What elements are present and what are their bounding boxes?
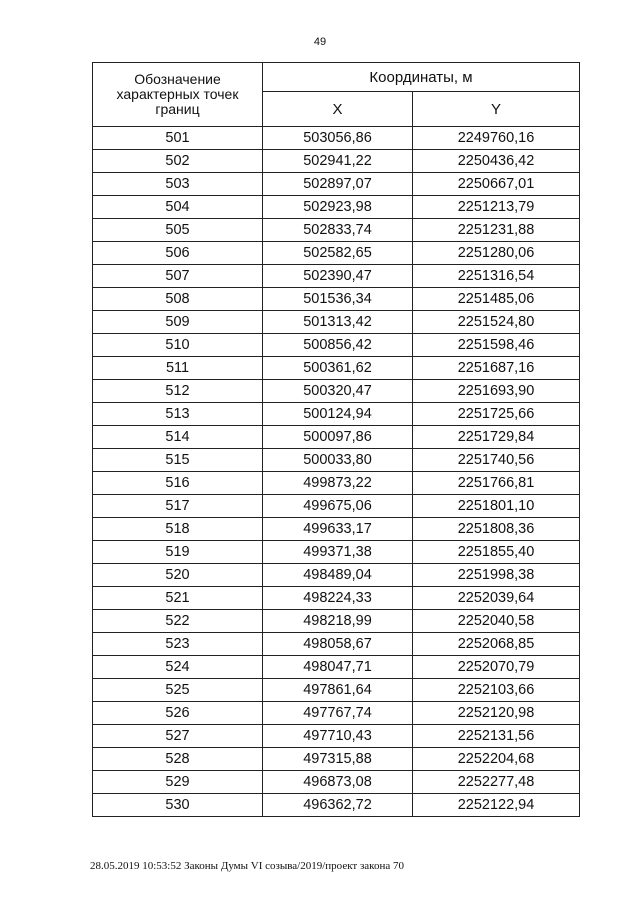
point-cell: 507 xyxy=(93,265,263,288)
x-coordinate-cell: 501313,42 xyxy=(263,311,413,334)
page-number: 49 xyxy=(313,36,327,48)
x-coordinate-cell: 497710,43 xyxy=(263,725,413,748)
x-coordinate-cell: 502833,74 xyxy=(263,219,413,242)
x-coordinate-cell: 500320,47 xyxy=(263,380,413,403)
table-row xyxy=(93,656,580,679)
x-coordinate-cell: 497861,64 xyxy=(263,679,413,702)
x-coordinate-cell: 501536,34 xyxy=(263,288,413,311)
x-coordinate-cell: 499633,17 xyxy=(263,518,413,541)
coordinates-table xyxy=(92,62,580,817)
x-coordinate-cell: 500033,80 xyxy=(263,449,413,472)
table-row xyxy=(93,794,580,817)
table-row xyxy=(93,679,580,702)
point-cell: 526 xyxy=(93,702,263,725)
table-row xyxy=(93,288,580,311)
point-cell: 504 xyxy=(93,196,263,219)
y-coordinate-cell: 2251693,90 xyxy=(413,380,580,403)
y-coordinate-cell: 2251485,06 xyxy=(413,288,580,311)
point-cell: 521 xyxy=(93,587,263,610)
y-coordinate-cell: 2251740,56 xyxy=(413,449,580,472)
x-coordinate-cell: 502390,47 xyxy=(263,265,413,288)
x-coordinate-cell: 497315,88 xyxy=(263,748,413,771)
table-row xyxy=(93,771,580,794)
table-row xyxy=(93,265,580,288)
table-row xyxy=(93,380,580,403)
table-row xyxy=(93,541,580,564)
point-cell: 513 xyxy=(93,403,263,426)
table-row xyxy=(93,518,580,541)
point-cell: 510 xyxy=(93,334,263,357)
point-cell: 523 xyxy=(93,633,263,656)
y-coordinate-cell: 2250667,01 xyxy=(413,173,580,196)
point-cell: 512 xyxy=(93,380,263,403)
table-row xyxy=(93,495,580,518)
x-coordinate-cell: 502582,65 xyxy=(263,242,413,265)
x-coordinate-cell: 496873,08 xyxy=(263,771,413,794)
table-row xyxy=(93,127,580,150)
point-cell: 520 xyxy=(93,564,263,587)
x-coordinate-cell: 500097,86 xyxy=(263,426,413,449)
y-coordinate-cell: 2251598,46 xyxy=(413,334,580,357)
y-coordinate-cell: 2250436,42 xyxy=(413,150,580,173)
y-column-header: Y xyxy=(413,92,580,127)
point-cell: 529 xyxy=(93,771,263,794)
point-cell: 524 xyxy=(93,656,263,679)
table-row xyxy=(93,173,580,196)
point-cell: 514 xyxy=(93,426,263,449)
x-coordinate-cell: 498224,33 xyxy=(263,587,413,610)
y-coordinate-cell: 2252103,66 xyxy=(413,679,580,702)
table-row xyxy=(93,242,580,265)
y-coordinate-cell: 2251280,06 xyxy=(413,242,580,265)
table-row xyxy=(93,449,580,472)
table-row xyxy=(93,403,580,426)
point-cell: 519 xyxy=(93,541,263,564)
y-coordinate-cell: 2252122,94 xyxy=(413,794,580,817)
point-cell: 528 xyxy=(93,748,263,771)
x-coordinate-cell: 503056,86 xyxy=(263,127,413,150)
table-row xyxy=(93,219,580,242)
table-row xyxy=(93,311,580,334)
y-coordinate-cell: 2252120,98 xyxy=(413,702,580,725)
x-coordinate-cell: 500124,94 xyxy=(263,403,413,426)
y-coordinate-cell: 2249760,16 xyxy=(413,127,580,150)
table-row xyxy=(93,150,580,173)
x-coordinate-cell: 499371,38 xyxy=(263,541,413,564)
x-coordinate-cell: 498047,71 xyxy=(263,656,413,679)
y-coordinate-cell: 2252277,48 xyxy=(413,771,580,794)
y-coordinate-cell: 2252039,64 xyxy=(413,587,580,610)
x-coordinate-cell: 498218,99 xyxy=(263,610,413,633)
table-row xyxy=(93,702,580,725)
y-coordinate-cell: 2251808,36 xyxy=(413,518,580,541)
point-cell: 522 xyxy=(93,610,263,633)
table-row xyxy=(93,725,580,748)
y-coordinate-cell: 2251316,54 xyxy=(413,265,580,288)
x-coordinate-cell: 499675,06 xyxy=(263,495,413,518)
x-column-header: X xyxy=(263,92,413,127)
coordinates-group-header: Координаты, м xyxy=(263,63,580,92)
y-coordinate-cell: 2252068,85 xyxy=(413,633,580,656)
x-coordinate-cell: 498489,04 xyxy=(263,564,413,587)
table-row xyxy=(93,472,580,495)
y-coordinate-cell: 2252204,68 xyxy=(413,748,580,771)
point-cell: 509 xyxy=(93,311,263,334)
y-coordinate-cell: 2251725,66 xyxy=(413,403,580,426)
y-coordinate-cell: 2251524,80 xyxy=(413,311,580,334)
point-cell: 530 xyxy=(93,794,263,817)
point-cell: 518 xyxy=(93,518,263,541)
x-coordinate-cell: 496362,72 xyxy=(263,794,413,817)
point-cell: 511 xyxy=(93,357,263,380)
point-cell: 503 xyxy=(93,173,263,196)
y-coordinate-cell: 2252040,58 xyxy=(413,610,580,633)
x-coordinate-cell: 502923,98 xyxy=(263,196,413,219)
x-coordinate-cell: 497767,74 xyxy=(263,702,413,725)
point-cell: 515 xyxy=(93,449,263,472)
point-cell: 506 xyxy=(93,242,263,265)
y-coordinate-cell: 2251998,38 xyxy=(413,564,580,587)
point-cell: 505 xyxy=(93,219,263,242)
table-row xyxy=(93,334,580,357)
point-cell: 527 xyxy=(93,725,263,748)
point-cell: 525 xyxy=(93,679,263,702)
point-cell: 502 xyxy=(93,150,263,173)
table-row xyxy=(93,587,580,610)
y-coordinate-cell: 2252070,79 xyxy=(413,656,580,679)
table-body xyxy=(93,127,580,817)
table-row xyxy=(93,426,580,449)
table-row xyxy=(93,633,580,656)
y-coordinate-cell: 2251231,88 xyxy=(413,219,580,242)
y-coordinate-cell: 2251766,81 xyxy=(413,472,580,495)
table-row xyxy=(93,196,580,219)
y-coordinate-cell: 2252131,56 xyxy=(413,725,580,748)
x-coordinate-cell: 500361,62 xyxy=(263,357,413,380)
y-coordinate-cell: 2251687,16 xyxy=(413,357,580,380)
y-coordinate-cell: 2251855,40 xyxy=(413,541,580,564)
x-coordinate-cell: 498058,67 xyxy=(263,633,413,656)
point-cell: 516 xyxy=(93,472,263,495)
x-coordinate-cell: 502897,07 xyxy=(263,173,413,196)
table-row xyxy=(93,748,580,771)
footer-document-path: 28.05.2019 10:53:52 Законы Думы VI созыва/2019/проект закона 70 xyxy=(90,860,404,872)
table-row xyxy=(93,610,580,633)
x-coordinate-cell: 502941,22 xyxy=(263,150,413,173)
table-row xyxy=(93,564,580,587)
point-cell: 501 xyxy=(93,127,263,150)
point-cell: 517 xyxy=(93,495,263,518)
table-row xyxy=(93,357,580,380)
point-cell: 508 xyxy=(93,288,263,311)
y-coordinate-cell: 2251213,79 xyxy=(413,196,580,219)
x-coordinate-cell: 500856,42 xyxy=(263,334,413,357)
point-column-header: Обозначение характерных точек границ xyxy=(93,63,263,127)
x-coordinate-cell: 499873,22 xyxy=(263,472,413,495)
y-coordinate-cell: 2251729,84 xyxy=(413,426,580,449)
y-coordinate-cell: 2251801,10 xyxy=(413,495,580,518)
